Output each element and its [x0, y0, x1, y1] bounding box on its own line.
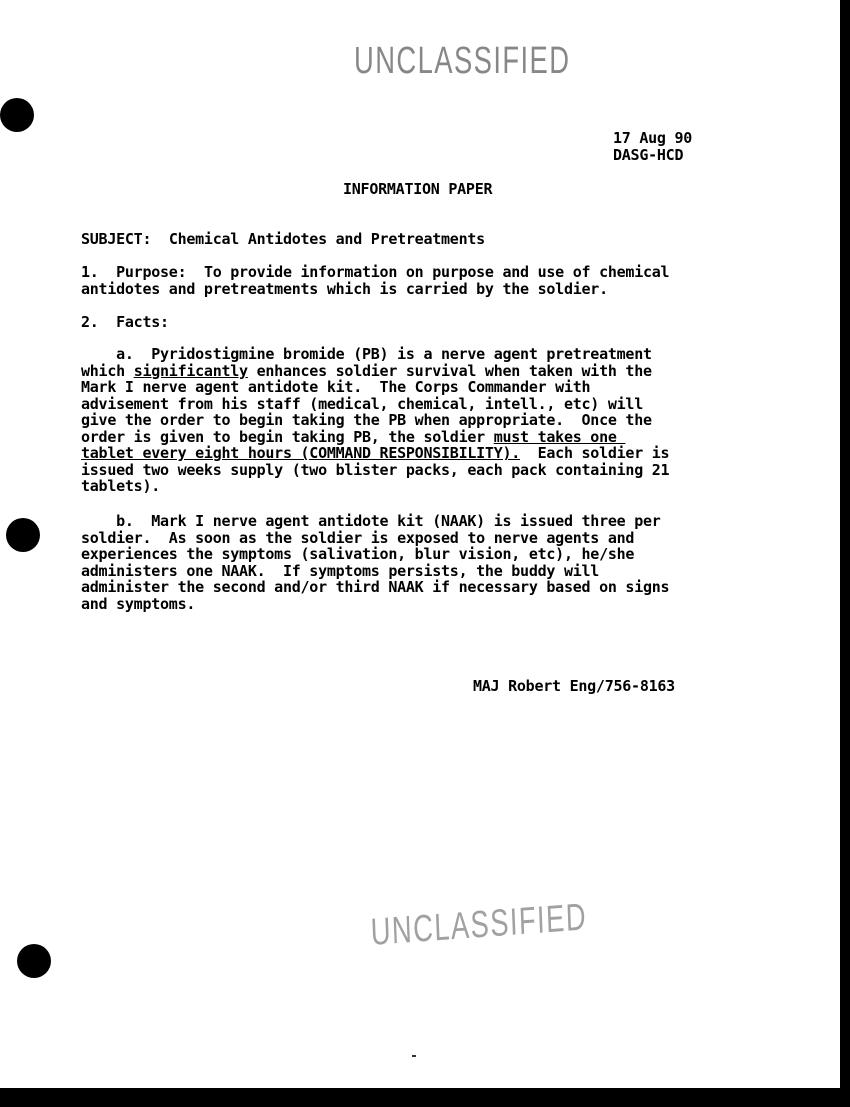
purpose-number: 1. [81, 263, 99, 281]
para-b-line: and symptoms. [81, 594, 196, 613]
classification-stamp-top: UNCLASSIFIED [354, 40, 571, 82]
emphasis-underline: significantly [133, 361, 248, 380]
facts-heading: 2. Facts: [81, 313, 169, 331]
purpose-line-1: To provide information on purpose and use of chemical [203, 263, 670, 281]
punch-hole-bottom [17, 944, 51, 978]
document-date: 17 Aug 90 [613, 129, 693, 147]
para-b-line: administers one NAAK. If symptoms persists, the buddy will [81, 561, 600, 580]
classification-stamp-bottom: UNCLASSIFIED [370, 896, 588, 954]
signature-block: MAJ Robert Eng/756-8163 [473, 677, 675, 695]
para-a-line: Each soldier is [520, 444, 670, 462]
para-b-line: b. Mark I nerve agent antidote kit (NAAK) is issued three per [81, 512, 661, 530]
emphasis-underline: must takes one [493, 427, 626, 446]
para-a-line: order is given to begin taking PB, the soldier [81, 427, 494, 446]
punch-hole-middle [6, 518, 40, 552]
para-a-line: tablets). [81, 477, 161, 495]
para-b-line: soldier. As soon as the soldier is exposed to nerve agents and [81, 528, 635, 547]
purpose-line-2: antidotes and pretreatments which is carried by the soldier. [81, 279, 608, 298]
para-b-line: experiences the symptoms (salivation, blur vision, etc), he/she [81, 545, 635, 563]
scan-edge-right [840, 0, 850, 1107]
scan-speck [412, 1055, 416, 1057]
emphasis-underline: tablet every eight hours (COMMAND RESPONSIBILITY). [81, 444, 521, 462]
para-a-line: advisement from his staff (medical, chemical, intell., etc) will [81, 394, 643, 413]
punch-hole-top [0, 98, 34, 132]
office-symbol: DASG-HCD [613, 146, 684, 164]
subject-line [81, 231, 485, 248]
facts-paragraph-b [81, 513, 669, 612]
scan-edge-bottom [0, 1088, 850, 1107]
facts-paragraph-a [81, 346, 669, 495]
para-a-line: issued two weeks supply (two blister packs, each pack containing 21 [81, 460, 670, 479]
subject-label: SUBJECT: [81, 230, 152, 248]
para-a-line: a. Pyridostigmine bromide (PB) is a nerve agent pretreatment [81, 345, 652, 363]
para-a-line: enhances soldier survival when taken with the [247, 361, 652, 380]
document-title: INFORMATION PAPER [343, 180, 493, 198]
para-a-line: Mark I nerve agent antidote kit. The Corps Commander with [81, 378, 591, 396]
para-a-line: which [81, 361, 134, 380]
para-a-line: give the order to begin taking the PB when appropriate. Once the [81, 411, 652, 429]
para-b-line: administer the second and/or third NAAK if necessary based on signs [81, 578, 670, 596]
purpose-label: Purpose: [116, 263, 187, 281]
purpose-paragraph [81, 264, 669, 297]
subject-text: Chemical Antidotes and Pretreatments [168, 230, 485, 248]
